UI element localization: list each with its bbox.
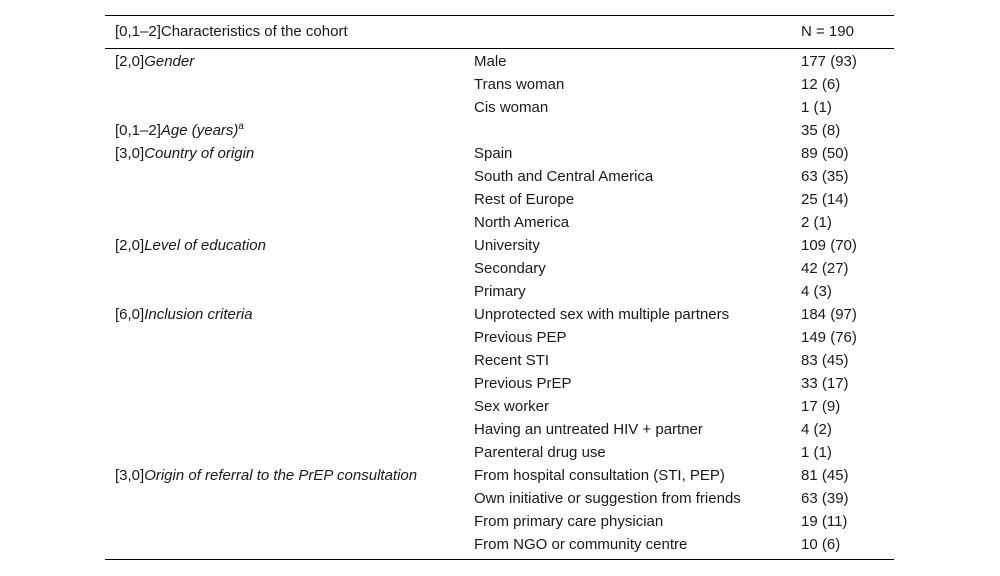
row-category: Recent STI: [474, 352, 550, 369]
row-prefix: [6,0]: [115, 306, 145, 323]
table-row: [105, 441, 894, 464]
row-category: From hospital consultation (STI, PEP): [474, 467, 725, 484]
header-characteristic: [0,1–2]Characteristics of the cohort: [115, 23, 348, 40]
row-value: 2 (1): [801, 214, 832, 231]
row-value: 63 (39): [801, 490, 849, 507]
row-characteristic: [115, 142, 254, 165]
row-prefix: [0,1–2]: [115, 122, 161, 139]
row-category: Male: [474, 53, 507, 70]
row-value: 35 (8): [801, 122, 841, 139]
row-label: Country of origin: [144, 145, 255, 162]
table-row: [105, 418, 894, 441]
table-row: [105, 303, 894, 326]
row-value: 17 (9): [801, 398, 841, 415]
row-value: 12 (6): [801, 76, 841, 93]
row-characteristic: [115, 50, 194, 73]
row-category: Sex worker: [474, 398, 550, 415]
row-value: 1 (1): [801, 99, 832, 116]
table-row: [105, 142, 894, 165]
table-row: [105, 372, 894, 395]
row-category: Cis woman: [474, 99, 549, 116]
row-prefix: [3,0]: [115, 467, 145, 484]
row-category: Having an untreated HIV + partner: [474, 421, 703, 438]
row-characteristic: [115, 234, 266, 257]
table-row: [105, 211, 894, 234]
row-category: From NGO or community centre: [474, 536, 688, 553]
row-value: 1 (1): [801, 444, 832, 461]
table-row: [105, 487, 894, 510]
table-row: [105, 510, 894, 533]
row-label: Level of education: [144, 237, 266, 254]
row-value: 83 (45): [801, 352, 849, 369]
row-category: Parenteral drug use: [474, 444, 606, 461]
row-prefix: [3,0]: [115, 145, 145, 162]
row-characteristic: [115, 464, 417, 487]
row-category: South and Central America: [474, 168, 654, 185]
table-row: [105, 349, 894, 372]
row-value: 33 (17): [801, 375, 849, 392]
header-n-total: N = 190: [801, 23, 854, 40]
table-row: [105, 326, 894, 349]
row-prefix: [2,0]: [115, 53, 145, 70]
table-row: [105, 119, 894, 142]
row-category: From primary care physician: [474, 513, 664, 530]
table-body: [105, 49, 894, 559]
row-characteristic: [115, 119, 244, 142]
cohort-characteristics-table: [105, 15, 894, 560]
row-category: North America: [474, 214, 570, 231]
row-value: 89 (50): [801, 145, 849, 162]
row-prefix: [2,0]: [115, 237, 145, 254]
footnote-marker: a: [238, 121, 244, 132]
table-header-row: [105, 16, 894, 48]
row-value: 177 (93): [801, 53, 857, 70]
row-category: Previous PrEP: [474, 375, 572, 392]
table-row: [105, 96, 894, 119]
row-label: Origin of referral to the PrEP consultation: [144, 467, 418, 484]
row-value: 149 (76): [801, 329, 857, 346]
row-label: Inclusion criteria: [144, 306, 253, 323]
row-characteristic: [115, 303, 253, 326]
table-row: [105, 188, 894, 211]
row-label: Gender: [144, 53, 195, 70]
row-label: Age (years): [160, 122, 239, 139]
row-category: Rest of Europe: [474, 191, 575, 208]
table-row: [105, 234, 894, 257]
row-value: 63 (35): [801, 168, 849, 185]
table-row: [105, 464, 894, 487]
table-row: [105, 280, 894, 303]
table-bottom-rule: [105, 559, 894, 560]
row-category: Unprotected sex with multiple partners: [474, 306, 730, 323]
row-category: Spain: [474, 145, 513, 162]
table-row: [105, 73, 894, 96]
row-value: 10 (6): [801, 536, 841, 553]
table-row: [105, 50, 894, 73]
row-value: 81 (45): [801, 467, 849, 484]
row-value: 19 (11): [801, 513, 848, 530]
row-category: Own initiative or suggestion from friends: [474, 490, 741, 507]
row-value: 42 (27): [801, 260, 849, 277]
row-category: Primary: [474, 283, 526, 300]
row-category: Secondary: [474, 260, 546, 277]
row-category: Previous PEP: [474, 329, 567, 346]
table-row: [105, 165, 894, 188]
row-value: 184 (97): [801, 306, 857, 323]
row-value: 4 (2): [801, 421, 832, 438]
table-row: [105, 533, 894, 556]
row-category: University: [474, 237, 540, 254]
row-value: 25 (14): [801, 191, 849, 208]
row-value: 109 (70): [801, 237, 857, 254]
row-category: Trans woman: [474, 76, 565, 93]
table-row: [105, 257, 894, 280]
row-value: 4 (3): [801, 283, 832, 300]
table-row: [105, 395, 894, 418]
